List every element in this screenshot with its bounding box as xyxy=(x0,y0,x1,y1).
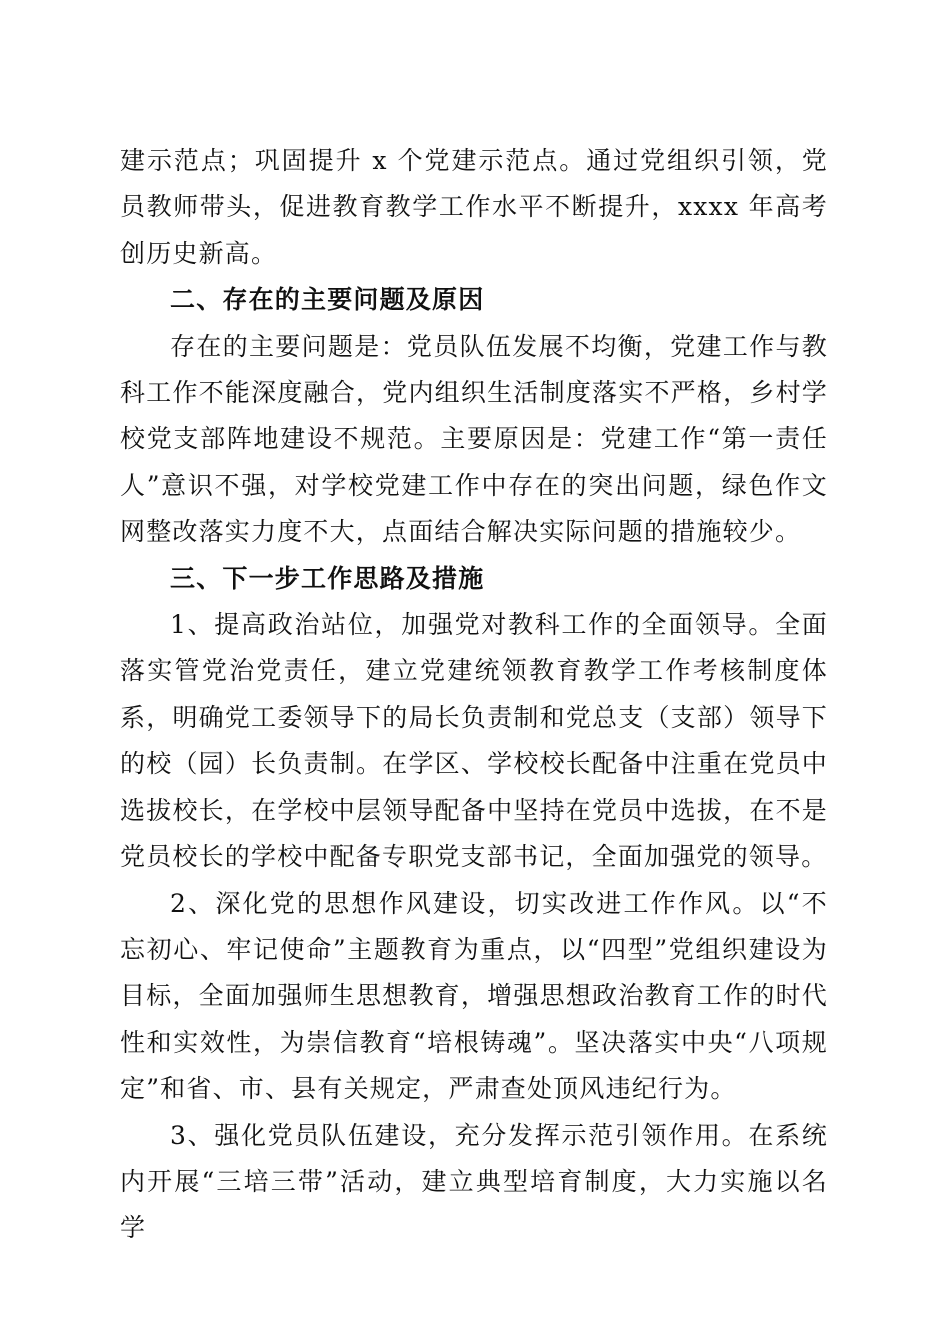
paragraph-problems: 存在的主要问题是：党员队伍发展不均衡，党建工作与教科工作不能深度融合，党内组织生活制度落实不严格，乡村学校党支部阵地建设不规范。主要原因是：党建工作“第一责任人”意识不强，对学校党建工作中存在的突出问题，绿色作文网整改落实力度不大，点面结合解决实际问题的措施较少。 xyxy=(120,331,828,547)
paragraph-measure-2: 2、深化党的思想作风建设，切实改进工作作风。以“不忘初心、牢记使命”主题教育为重点，以“四型”党组织建设为目标，全面加强师生思想教育，增强思想政治教育工作的时代性和实效性，为崇信教育“培根铸魂”。坚决落实中央“八项规定”和省、市、县有关规定，严肃查处顶风违纪行为。 xyxy=(120,888,828,1104)
paragraph-measure-3: 3、强化党员队伍建设，充分发挥示范引领作用。在系统内开展“三培三带”活动，建立典型培育制度，大力实施以名学 xyxy=(120,1120,828,1243)
document-page xyxy=(120,138,828,1252)
paragraph-measure-1: 1、提高政治站位，加强党对教科工作的全面领导。全面落实管党治党责任，建立党建统领教育教学工作考核制度体系，明确党工委领导下的局长负责制和党总支（支部）领导下的校（园）长负责制。在学区、学校校长配备中注重在党员中选拔校长，在学校中层领导配备中坚持在党员中选拔，在不是党员校长的学校中配备专职党支部书记，全面加强党的领导。 xyxy=(120,610,828,872)
section-heading-next-steps: 三、下一步工作思路及措施 xyxy=(170,563,485,593)
paragraph-continuation: 建示范点；巩固提升 x 个党建示范点。通过党组织引领，党员教师带头，促进教育教学工作水平不断提升，xxxx 年高考创历史新高。 xyxy=(120,146,828,268)
section-heading-problems: 二、存在的主要问题及原因 xyxy=(170,285,485,315)
